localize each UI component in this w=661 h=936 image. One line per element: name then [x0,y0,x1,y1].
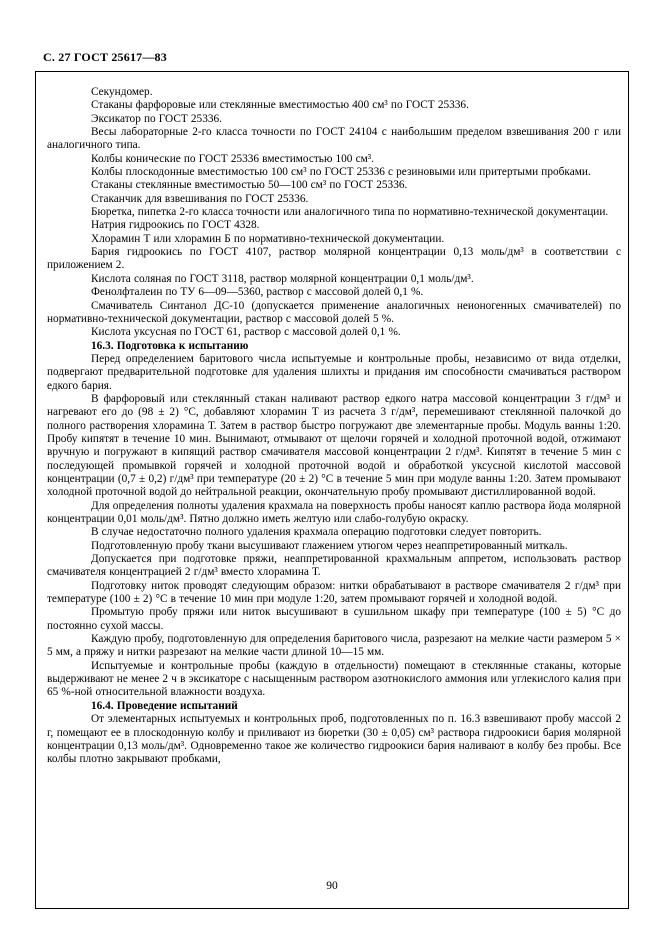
paragraph: Каждую пробу, подготовленную для определения баритового числа, разрезают на мелкие части размером 5 × 5 мм, а пряжу и нитки разрезают на мелкие части длиной 10—15 мм. [47,633,621,659]
content-frame [35,71,629,909]
paragraph: Промытую пробу пряжи или ниток высушивают в сушильном шкафу при температуре (100 ± 5) °С до постоянно сухой массы. [47,606,621,632]
paragraph: Подготовленную пробу ткани высушивают глажением утюгом через неаппретированный миткаль. [91,539,568,552]
paragraph: Стаканы фарфоровые или стеклянные вместимостью 400 см³ по ГОСТ 25336. [91,99,469,112]
section-heading: 16.3. Подготовка к испытанию [91,339,249,352]
paragraph: В случае недостаточно полного удаления крахмала операцию подготовки следует повторить. [91,526,542,539]
paragraph: Испытуемые и контрольные пробы (каждую в отдельности) помещают в стеклянные стаканы, которые выдерживают не менее 2 ч в эксикаторе с насыщенным раствором азотнокислого аммония или углекислого калия при 65 %-ной относительной влажности воздуха. [47,659,621,699]
paragraph: Эксикатор по ГОСТ 25336. [91,112,222,125]
page-header: С. 27 ГОСТ 25617—83 [43,50,167,64]
paragraph: Бария гидроокись по ГОСТ 4107, раствор молярной концентрации 0,13 моль/дм³ в соответствии с приложением 2. [47,246,621,272]
paragraph: Смачиватель Синтанол ДС-10 (допускается применение аналогичных неионогенных смачивателей) по нормативно-технической документации, раствор с массовой долей 5 %. [47,299,621,325]
paragraph: Хлорамин Т или хлорамин Б по нормативно-технической документации. [91,232,445,245]
paragraph: Перед определением баритового числа испытуемые и контрольные пробы, независимо от вида отделки, подвергают предварительной подготовке для удаления шлихты и придания им способности смачиваться раствором едкого бария. [47,352,621,392]
paragraph: Подготовку ниток проводят следующим образом: нитки обрабатывают в растворе смачивателя 2 г/дм³ при температуре (100 ± 2) °С в течение 10 мин при модуле 1:20, затем промывают горячей и холодной водой. [47,579,621,606]
page-number: 90 [326,880,338,892]
paragraph: В фарфоровый или стеклянный стакан наливают раствор едкого натра массовой концентрации 3 г/дм³ и нагревают его до (98 ± 2) °С, добавляют хлорамин Т из расчета 3 г/дм³, перемешивают стеклянной палочкой до полного растворения хлорамина Т. Затем в раствор быстро погружают две элементарные пробы. Модуль ванны 1:20. Пробу кипятят в течение 10 мин. Вынимают, отмывают от щелочи горячей и холодной проточной водой, отжимают вручную и погружают в кипящий раствор смачивателя массовой концентрации 2 г/дм³. Кипятят в течение 5 мин с последующей промывкой горячей и холодной проточной водой и обработкой уксусной кислотой массовой концентрации (0,7 ± 0,2) г/дм³ при температуре (20 ± 2) °С в течение 5 мин при модуле ванны 1:20. Затем промывают холодной проточной водой до нейтральной реакции, окончательную пробу промывают дистиллированной водой. [47,392,621,499]
paragraph: Кислота уксусная по ГОСТ 61, раствор с массовой долей 0,1 %. [91,326,401,339]
paragraph: Стаканчик для взвешивания по ГОСТ 25336. [91,192,309,205]
paragraph: Для определения полноты удаления крахмала на поверхность пробы наносят каплю раствора йода молярной концентрации 0,01 моль/дм³. Пятно должно иметь желтую или слабо-голубую окраску. [47,499,621,525]
paragraph: Весы лабораторные 2-го класса точности по ГОСТ 24104 с наибольшим пределом взвешивания 200 г или аналогичного типа. [47,126,621,152]
paragraph: Колбы конические по ГОСТ 25336 вместимостью 100 см³. [91,152,374,165]
paragraph: Допускается при подготовке пряжи, неаппретированной крахмальным аппретом, использовать раствор смачивателя концентрацией 2 г/дм³ вместо хлорамина Т. [47,553,621,579]
paragraph: Натрия гидроокись по ГОСТ 4328. [91,219,260,232]
section-heading: 16.4. Проведение испытаний [91,699,238,712]
document-body [47,86,621,767]
paragraph: Секундомер. [91,86,153,98]
paragraph: Кислота соляная по ГОСТ 3118, раствор молярной концентрации 0,1 моль/дм³. [91,272,474,285]
paragraph: От элементарных испытуемых и контрольных проб, подготовленных по п. 16.3 взвешивают пробу массой 2 г, помещают ее в плоскодонную колбу и приливают из бюретки (30 ± 0,05) см³ раствора гидроокиси бария молярной концентрации 0,13 моль/дм³. Одновременно такое же количество гидроокиси бария наливают в колбу без пробы. Все колбы плотно закрывают пробками, [47,713,621,766]
paragraph: Фенолфталеин по ТУ 6—09—5360, раствор с массовой долей 0,1 %. [91,286,424,299]
paragraph: Бюретка, пипетка 2-го класса точности или аналогичного типа по нормативно-технической документации. [91,206,609,219]
paragraph: Колбы плоскодонные вместимостью 100 см³ по ГОСТ 25336 с резиновыми или притертыми пробками. [91,166,591,179]
paragraph: Стаканы стеклянные вместимостью 50—100 см³ по ГОСТ 25336. [91,179,408,192]
